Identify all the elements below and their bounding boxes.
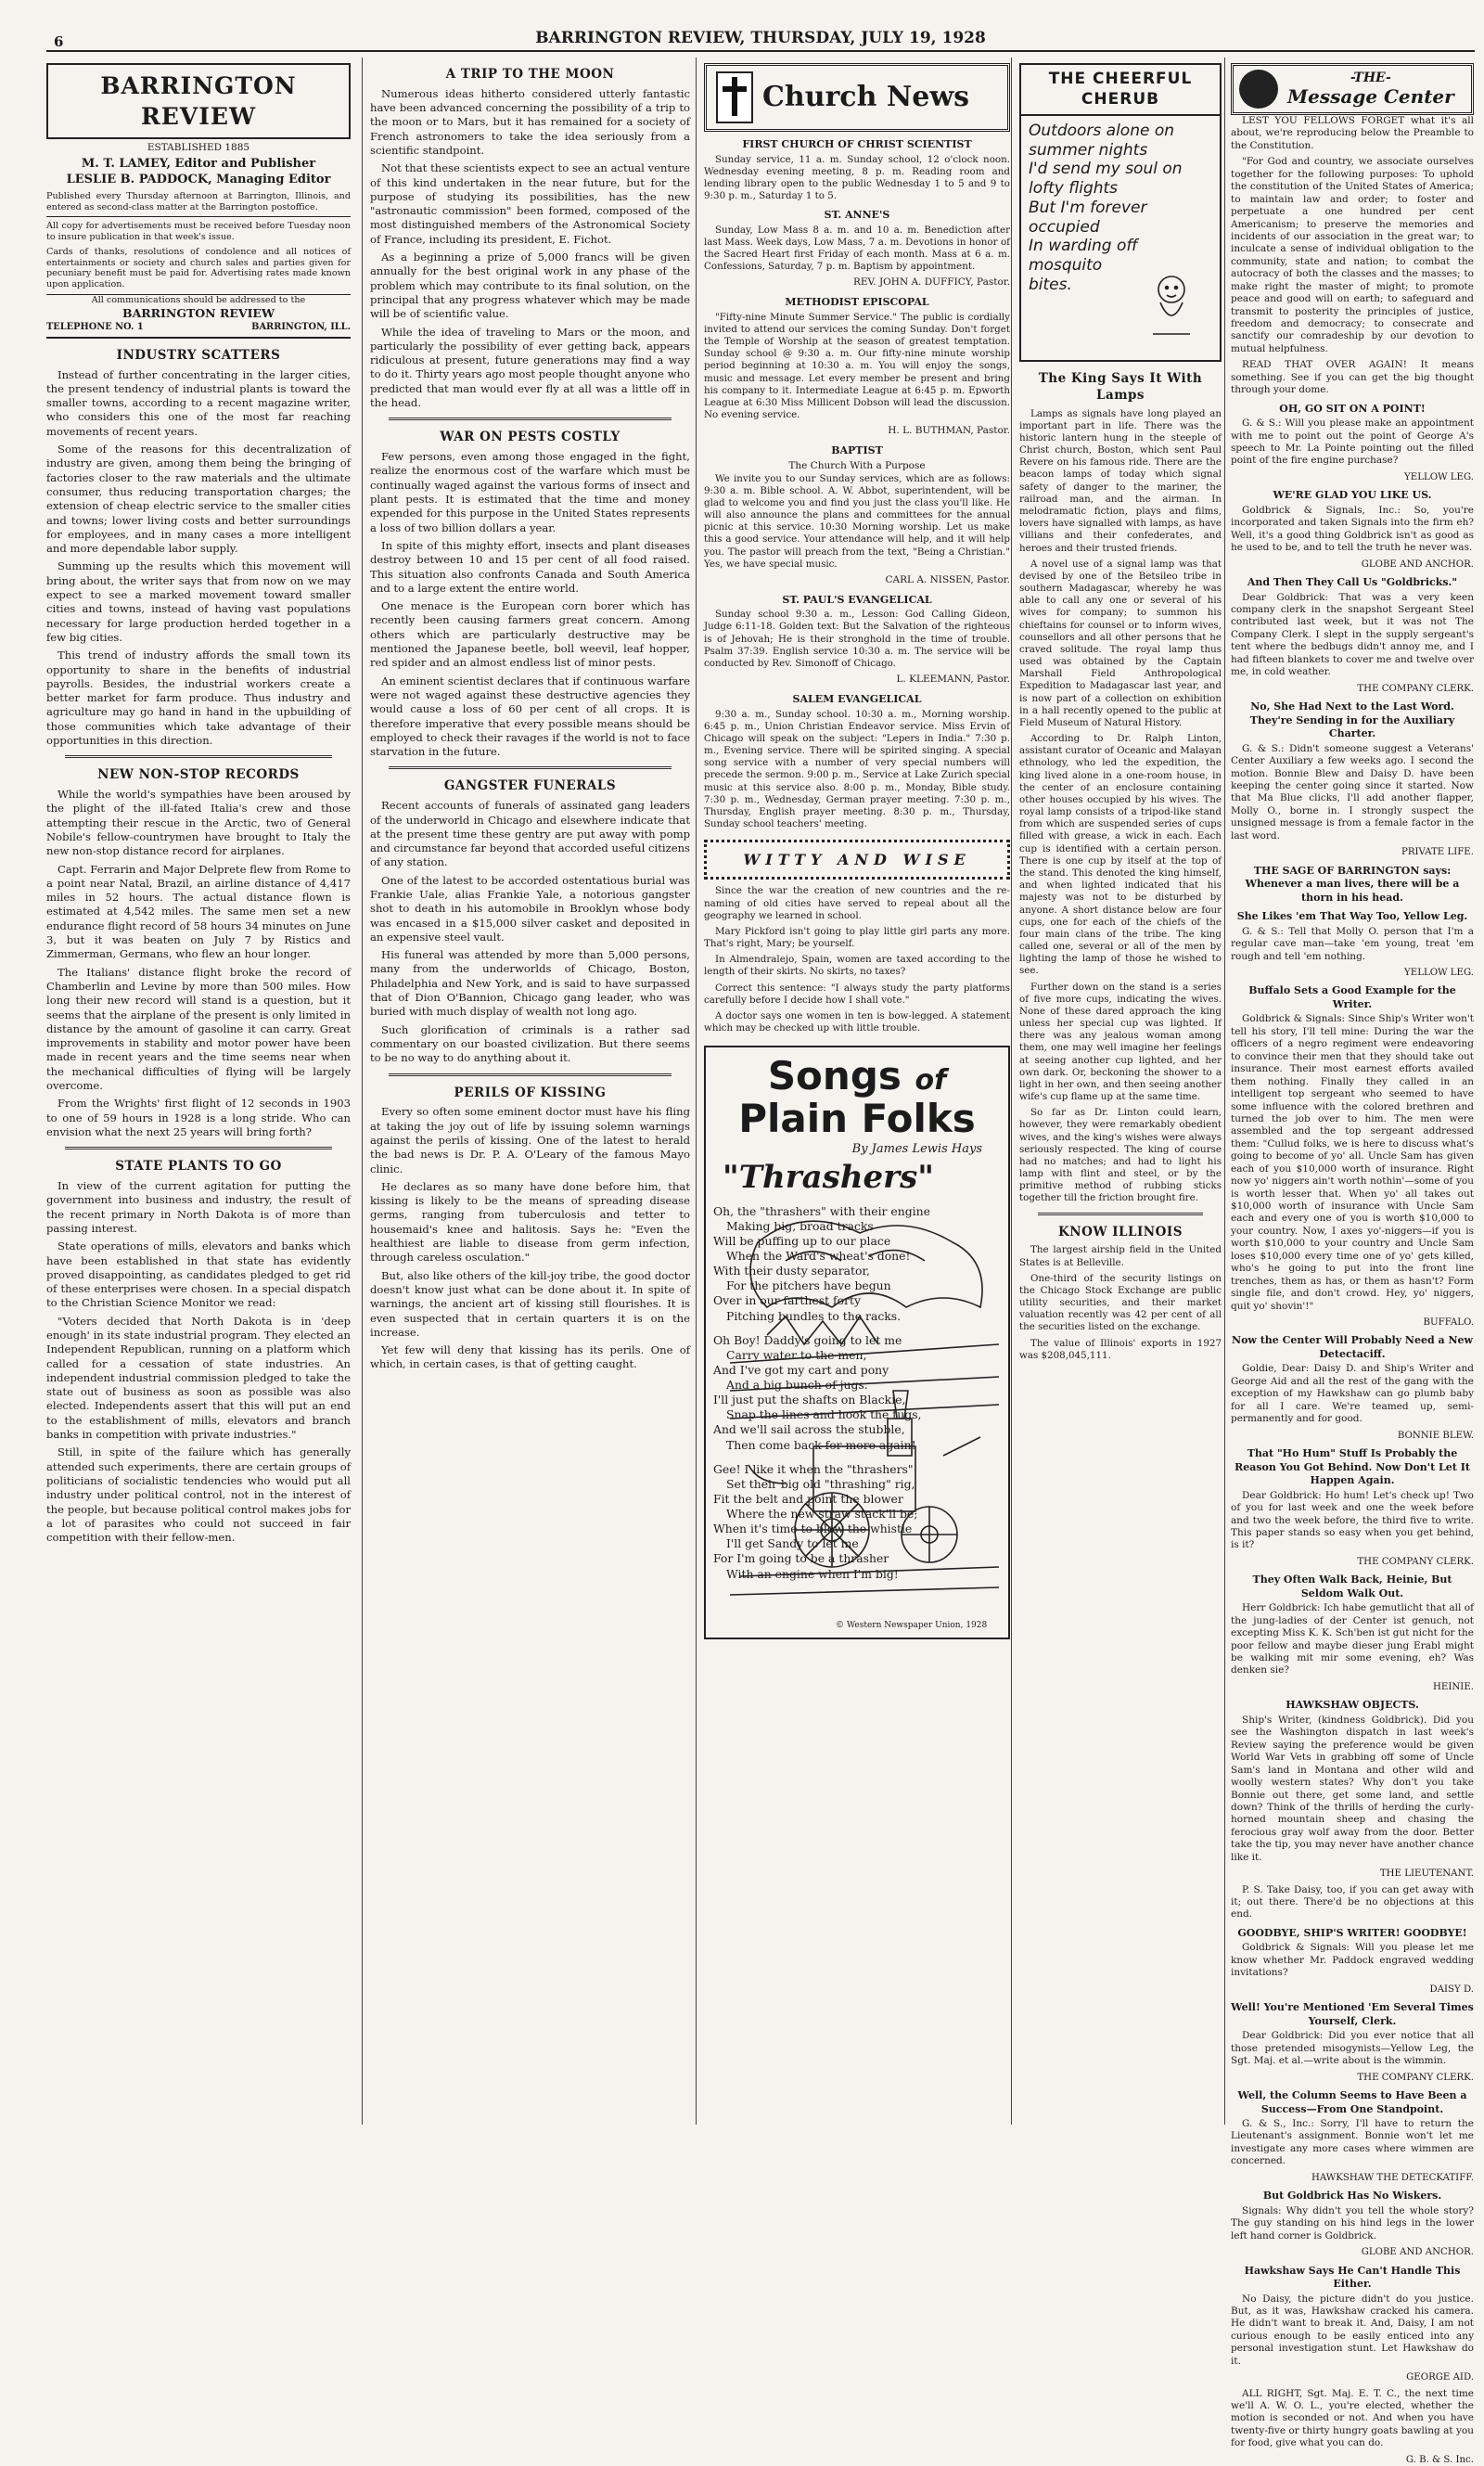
message-heading: And Then They Call Us "Goldbricks."	[1247, 576, 1458, 589]
verse-line: I'd send my soul on	[1029, 160, 1183, 179]
paragraph: His funeral was attended by more than 5,000 persons, many from the underworlds of Chicago, Boston, Philadelphia and New York, and is said to have surpassed that of Dion O'Bannion, Chicago gang leader, who was buried with much display of wealth not long ago.	[370, 948, 690, 1019]
copyright-line: © Western Newspaper Union, 1928	[836, 1621, 988, 1631]
message-center-title: Message Center	[1287, 84, 1454, 108]
message-center-banner	[1231, 63, 1474, 115]
article-gangster	[370, 799, 690, 1065]
pastor-line: H. L. BUTHMAN, Pastor.	[888, 425, 1010, 437]
songs-of-plain-folks	[704, 1046, 1010, 1639]
paragraph: So far as Dr. Linton could learn, however, they were remarkably obedient wives, and the king's wishes were always seriously respected. The king of course had no matches; and had to light his lamp with flint and steel, or by the primitive method of rubbing sticks together till the friction brought fire.	[1019, 1107, 1222, 1204]
newspaper-page	[46, 26, 1475, 2465]
paragraph: The value of Illinois' exports in 1927 was $208,045,111.	[1019, 1337, 1222, 1361]
message-text: G. & S.: Didn't someone suggest a Veterans' Center Auxiliary a few weeks ago. I second the motion. Bonnie Blew and Daisy D. have been keeping the center going since it started. Now that Ma Blue clicks, I'll add another flapper, Molly O., borne in. I strongly suspect the unsigned message is from a female factor in the last word.	[1231, 742, 1474, 841]
poem-line: Making big, broad tracks	[726, 1218, 874, 1233]
badge-icon	[1239, 70, 1278, 109]
poem-line: For I'm going to be a thrasher	[713, 1551, 889, 1566]
message-heading: GOODBYE, SHIP'S WRITER! GOODBYE!	[1237, 1926, 1467, 1939]
message-heading: That "Ho Hum" Stuff Is Probably the Reason You Got Behind. Now Don't Let It Happen Again.	[1235, 1447, 1470, 1487]
paragraph: As a beginning a prize of 5,000 francs will be given annually for the best original work in any phase of the problem which may contribute to its final solution, on the principal that any progress whatever which may be made will be of scientific value.	[370, 250, 690, 321]
message-signature: YELLOW LEG.	[1404, 967, 1474, 978]
paragraph: Still, in spite of the failure which has generally attended such experiments, there are certain groups of politicians of socialistic tendencies who would put all industry under political control, not in the interest of the people, but because political control makes jobs for a lot of parasites who could not succeed in fair competition with their fellow-men.	[46, 1445, 351, 1545]
message-text: G. & S.: Tell that Molly O. person that I'm a regular cave man—take 'em young, treat 'em rough and tell 'em nothing.	[1231, 925, 1474, 962]
poem-line: Fit the belt and point the blower	[713, 1491, 903, 1506]
paragraph: In spite of this mighty effort, insects and plant diseases destroy between 10 and 15 per cent of all food raised. This situation also confronts Canada and South America and to a large extent the entire world.	[370, 538, 690, 595]
poem-line: Set their big old "thrashing" rig,	[726, 1476, 915, 1491]
paragraph: From the Wrights' first flight of 12 seconds in 1903 to one of 59 hours in 1928 is a long stride. Who can envision what the next 25 years will bring forth?	[46, 1097, 351, 1138]
church-text: Sunday school 9:30 a. m., Lesson: God Calling Gideon, Judge 6:11-18. Golden text: But the Salvation of the righteous is of Jehovah; He is their stronghold in the time of trouble. Psalm 37:39. English service 10:30 a. m. The service will be conducted by Rev. Simonoff of Chicago.	[704, 609, 1010, 669]
pastor-line: REV. JOHN A. DUFFICY, Pastor.	[852, 276, 1010, 289]
poem-line: And we'll sail across the stubble,	[713, 1422, 905, 1437]
article-pests	[370, 450, 690, 759]
paragraph: A doctor says one women in ten is bow-legged. A statement which may be checked up with little trouble.	[704, 1009, 1010, 1034]
message-heading: Buffalo Sets a Good Example for the Writer.	[1248, 984, 1456, 1010]
paragraph: But, also like others of the kill-joy tribe, the good doctor doesn't know just what can be done about it. In spite of warnings, the ancient art of kissing still flourishes. It is even suspected that in certain quarters it is on the increase.	[370, 1268, 690, 1339]
verse-line: lofty flights	[1029, 179, 1119, 199]
church-text: Sunday, Low Mass 8 a. m. and 10 a. m. Benediction after last Mass. Week days, Low Mass, 7 a. m. Devotions in honor of the Sacred Heart first Friday of each month. Mass at 6 a. m. Confessions, Saturday, 7 p. m. Baptism by appointment.	[704, 224, 1010, 273]
headline-moon: A TRIP TO THE MOON	[445, 67, 615, 82]
paragraph: He declares as so many have done before him, that kissing is likely to be the means of spreading disease germs, ranging from tuberculosis and tetter to housemaid's knee and halitosis. Says he: "Even the healthiest are liable to disease from germ infection, through careless osculation."	[370, 1179, 690, 1265]
message-signature: DAISY D.	[1429, 1984, 1474, 1995]
message-text: Goldbrick & Signals, Inc.: So, you're incorporated and taken Signals into the firm eh? Well, it's a good thing Goldbrick isn't as good as he used to be, and to tell the truth he never was.	[1231, 504, 1474, 554]
column-2	[362, 58, 697, 2125]
headline-records: NEW NON-STOP RECORDS	[97, 767, 300, 783]
headline-kissing: PERILS OF KISSING	[454, 1085, 607, 1100]
message-heading: She Likes 'em That Way Too, Yellow Leg.	[1236, 910, 1468, 923]
paragraph: "Voters decided that North Dakota is in 'deep enough' in its state industrial program. They elected an Independent Republican, running on a platform which called for a cessation of state industries. An independent industrial commission pledged to take the state out of business as soon as possible was also elected. Independents assert that this will put an end to the establishment of mills, elevators and branch banks in competition with private industries."	[46, 1314, 351, 1442]
poem-line: When the Ward's wheat's done!	[726, 1249, 911, 1264]
dateline: BARRINGTON REVIEW, THURSDAY, JULY 19, 1928	[46, 26, 1475, 52]
message-heading: WE'RE GLAD YOU LIKE US.	[1273, 489, 1432, 502]
paragraph: Every so often some eminent doctor must have his fling at taking the joy out of life by issuing solemn warnings against the perils of kissing. One of the latest to herald the bad news is Dr. P. A. O'Leary of the famous Mayo clinic.	[370, 1105, 690, 1175]
paragraph: Capt. Ferrarin and Major Delprete flew from Rome to a point near Natal, Brazil, an airline distance of 4,417 miles in 52 hours. The actual distance flown is estimated at 4,542 miles. The same men set a new endurance flight record of 58 hours 34 minutes on June 3, but it was beaten on July 7 by Ristics and Zimmerman, Germans, who flew an hour longer.	[46, 862, 351, 961]
message-signature: G. B. & S. Inc.	[1405, 2454, 1474, 2465]
article-kissing	[370, 1105, 690, 1371]
witty-and-wise-banner: WITTY AND WISE	[704, 840, 1010, 880]
cherub-title: THE CHEERFUL CHERUB	[1021, 65, 1220, 116]
message-text: ALL RIGHT, Sgt. Maj. E. T. C., the next time we'll A. W. O. L., you're elected, whether the motion is seconded or not. And when you have twenty-five or thirty hungry goats bawling at you for food, give what you can do.	[1231, 2387, 1474, 2449]
poem-line: Over in our farthest forty	[713, 1293, 861, 1308]
publication-notice: Published every Thursday afternoon at Barrington, Illinois, and entered as second-class matter at the Barrington postoffice.	[46, 191, 351, 212]
poem-line: Will be puffing up to our place	[713, 1233, 891, 1248]
message-signature: YELLOW LEG.	[1404, 471, 1474, 482]
church-name: ST. PAUL'S EVANGELICAL	[782, 593, 932, 606]
column-5	[1224, 58, 1479, 2465]
threshing-engine-illustration	[730, 1205, 999, 1604]
church-text: Sunday service, 11 a. m. Sunday school, 12 o'clock noon. Wednesday evening meeting, 8 p. m. Reading room and lending library open to the public Wednesday 1 to 5 and 9 to 9:30 p. m., Saturday 1 to 5.	[704, 153, 1010, 202]
message-heading: Well! You're Mentioned 'Em Several Times Yourself, Clerk.	[1231, 2001, 1474, 2027]
church-news-banner	[704, 63, 1010, 132]
church-name: METHODIST EPISCOPAL	[785, 296, 929, 309]
poem-line: Gee! I like it when the "thrashers"	[713, 1461, 914, 1476]
paragraph: Yet few will deny that kissing has its perils. One of which, in certain cases, is that of getting caught.	[370, 1343, 690, 1371]
headline-industry: INDUSTRY SCATTERS	[116, 347, 281, 363]
paragraph: Some of the reasons for this decentralization of industry are given, among them being the bringing of factories closer to the raw materials and the ultimate consumer, thus reducing transportation charges; the extension of cheap electric service to the smaller cities and towns; lower living costs and better surroundings for employees, and in many cases a more intelligent and more dependable labor supply.	[46, 443, 351, 556]
paragraph: Not that these scientists expect to see an actual venture of this kind undertaken in the near future, but for the purpose of studying its possibilities, has the new "astronautic commission" been formed, composed of the most distinguished members of the Astronomical Society of France, including its president, E. Fichot.	[370, 161, 690, 246]
church-name: BAPTIST	[831, 444, 883, 457]
message-heading: Now the Center Will Probably Need a New Detectaciff.	[1232, 1334, 1473, 1360]
cross-icon	[716, 71, 753, 123]
poem-line: When it's time to blow the whistle	[713, 1522, 913, 1536]
paragraph: While the idea of traveling to Mars or the moon, and particularly the possibility of ever getting back, appears ridiculous at present, future generations may find a way to do it. Thirty years ago most people thought anyone who predicted that man would ever fly at all was a little off in the head.	[370, 325, 690, 410]
message-heading: THE SAGE OF BARRINGTON says: Whenever a man lives, there will be a thorn in his head.	[1245, 864, 1460, 904]
message-signature: PRIVATE LIFE.	[1401, 847, 1474, 858]
message-text: Signals: Why didn't you tell the whole story? The guy standing on his hind legs in the lower left hand corner is Goldbrick.	[1231, 2204, 1474, 2241]
paragraph: Further down on the stand is a series of five more cups, indicating the wives. None of these dared approach the king unless her special cup was lighted. If there was any jealous woman among them, one may well imagine her feelings at seeing another cup lighted, and her own dark. Or, beckoning the shower to a light in her own, and then seeing another wife's cup flame up at the same time.	[1019, 981, 1222, 1103]
paragraph: A novel use of a signal lamp was that devised by one of the Betsileo tribe in southern Madagascar, whereby he was able to call any one or several of his wives for company; to summon his chieftains for counsel or to inform wives, counsellors and all other persons that he craved solitude. The royal lamp thus used was obtained by the Captain Marshall Field Anthropological Expedition to Madagascar last year, and is now part of a collection on exhibition in a hall recently opened to the public at Field Museum of Natural History.	[1019, 558, 1222, 728]
message-text: P. S. Take Daisy, too, if you can get away with it; out there. There'd be no objections at this end.	[1231, 1883, 1474, 1920]
article-know-illinois	[1019, 1244, 1222, 1362]
paragraph: Numerous ideas hitherto considered utterly fantastic have been advanced concerning the possibility of a trip to the moon or to Mars, but it has remained for a society of French astronomers to take the idea seriously from a scientific standpoint.	[370, 86, 690, 157]
poem-line: With an engine when I'm big!	[726, 1566, 899, 1581]
column-3	[696, 58, 1017, 2125]
poem-line: I'll get Sandy to let me	[726, 1536, 859, 1551]
message-signature: GEORGE AID.	[1406, 2372, 1474, 2383]
copy-notice: All copy for advertisements must be received before Tuesday noon to insure publication in that week's issue.	[46, 221, 351, 243]
poem-line: With their dusty separator,	[713, 1264, 870, 1278]
church-name: FIRST CHURCH OF CHRIST SCIENTIST	[742, 138, 972, 150]
verse-line: In warding off	[1029, 237, 1138, 256]
article-records	[46, 788, 351, 1139]
verse-line: Outdoors alone on	[1029, 121, 1175, 140]
message-heading: HAWKSHAW OBJECTS.	[1286, 1699, 1419, 1712]
church-text: 9:30 a. m., Sunday school. 10:30 a. m., Morning worship. 6:45 p. m., Union Christian Endeavor service. Miss Ervin of Chicago will speak on the subject: "Lepers in India." 7:30 p. m., Evening service. There will be spirited singing. A special song service with a number of very special numbers will precede the sermon. 9:00 p. m., Service at Lake Zurich special music at this service also. 8:00 p. m., Monday, Bible study. 7:30 p. m., Wednesday, German prayer meeting. 7:30 p. m., Thursday, English prayer meeting. 8:30 p. m., Thursday, Sunday school teachers' meeting.	[704, 708, 1010, 830]
column-4	[1011, 58, 1229, 2125]
message-heading: Hawkshaw Says He Can't Handle This Either.	[1244, 2264, 1461, 2291]
paragraph: While the world's sympathies have been aroused by the plight of the ill-fated Italia's crew and those attempting their rescue in the Arctic, two of General Nobile's fellow-countrymen have brought to Italy the new non-stop distance record for airplanes.	[46, 788, 351, 858]
paragraph: Summing up the results which this movement will bring about, the writer says that from now on we may expect to see a marked movement toward smaller cities and towns, instead of having vast populations necessary for large production herded together in a few big cities.	[46, 559, 351, 644]
column-1	[46, 58, 358, 2125]
article-industry	[46, 368, 351, 749]
pastor-line: L. KLEEMANN, Pastor.	[896, 674, 1010, 686]
cheerful-cherub	[1019, 63, 1222, 362]
cherub-illustration	[1144, 273, 1199, 338]
message-text: Dear Goldbrick: Ho hum! Let's check up! Two of you for last week and one the week before and two the week before, the third five to write. This paper stands so easy when you get behind, is it?	[1231, 1489, 1474, 1551]
songs-title: Songs of Plain Folks	[738, 1053, 976, 1142]
paragraph: State operations of mills, elevators and banks which have been established in that state has evidently proved disappointing, as candidates pledged to get rid of these enterprises were chosen. In a special dispatch to the Christian Science Monitor we read:	[46, 1239, 351, 1310]
paragraph: Lamps as signals have long played an important part in life. There was the historic lantern hung in the steeple of Christ church, Boston, which sent Paul Revere on his famous ride. There are the beacon lamps of today which signal safety of danger to the mariner, the railroad man, and the airman. In melodramatic fiction, plays and films, lovers have signalled with lamps, as have villians and their confederates, and heroes and their trusted friends.	[1019, 407, 1222, 554]
page-number: 6	[54, 33, 64, 50]
verse-line: summer nights	[1029, 140, 1148, 160]
church-subtitle: The Church With a Purpose	[788, 459, 926, 471]
paragraph: An eminent scientist declares that if continuous warfare were not waged against these destructive agencies they would cause a loss of 60 per cent of all crops. It is therefore imperative that every possible means should be employed to check their ravages if the world is not to face starvation in the future.	[370, 674, 690, 759]
poem-line: Pitching bundles to the racks.	[726, 1308, 902, 1323]
verse-line: bites.	[1029, 275, 1072, 294]
address-name: BARRINGTON REVIEW	[122, 306, 275, 321]
city: BARRINGTON, ILL.	[251, 321, 351, 332]
poem-line: I'll just put the shafts on Blackie,	[713, 1393, 906, 1407]
message-signature: GLOBE AND ANCHOR.	[1361, 2247, 1474, 2258]
message-text: "For God and country, we associate ourselves together for the following purposes: To uphold the constitution of the United States of America; to maintain law and order; to foster and perpetuate a one hundred per cent Americanism; to preserve the memories and incidents of our association in the great war; to inculcate a sense of individual obligation to the community, state and nation; to combat the autocracy of both the classes and the masses; to make right the master of might; to promote peace and good will on earth; to safeguard and transmit to posterity the principles of justice, freedom and democracy; to consecrate and sanctify our comradeship by our devotion to mutual helpfulness.	[1231, 156, 1474, 354]
paragraph: Correct this sentence: "I always study the party platforms carefully before I decide how I shall vote."	[704, 982, 1010, 1006]
paragraph: Recent accounts of funerals of assinated gang leaders of the underworld in Chicago and elsewhere indicate that at the present time these gentry are put away with pomp and circumstance far beyond that accorded useful citizens of any station.	[370, 799, 690, 869]
church-text: "Fifty-nine Minute Summer Service." The public is cordially invited to attend our services the coming Sunday. Don't forget the Temple of Worship at the season of greatest temptation. Sunday school @ 9:30 a. m. Our fifty-nine minute worship period beginning at 10:30 a. m. You will enjoy the songs, music and message. Let every member be present and bring his company to it. Intermediate League at 6:45 p. m. Epworth League at 6:30 Miss Millicent Dobson will lead the discussion. No evening service.	[704, 311, 1010, 421]
message-text: G. & S., Inc.: Sorry, I'll have to return the Lieutenant's assignment. Bonnie won't let me investigate any more cases where wimmen are concerned.	[1231, 2118, 1474, 2167]
paragraph: According to Dr. Ralph Linton, assistant curator of Oceanic and Malayan ethnology, who led the expedition, the king lived alone in a one-room house, in the center of an enclosure containing other houses occupied by his wives. The royal lamp consists of a tripod-like stand from which are suspended series of cups filled with grease, a wick in each. Each cup is identified with a certain person. There is one cup by itself at the top of the stand. This denoted the king himself, and when lighted indicated that his majesty was not to be disturbed by anyone. A short distance below are four cups, one for each of the chiefs of the four main clans of the tribe. The king called one, several or all of the men by lighting the lamp of those he wished to see.	[1019, 733, 1222, 977]
message-text: No Daisy, the picture didn't do you justice. But, as it was, Hawkshaw cracked his camera. He didn't want to break it. And, Daisy, I am not curious enough to be easily enticed into any personal investigation stunt. Let Hawkshaw do it.	[1231, 2293, 1474, 2367]
message-signature: HAWKSHAW THE DETECKATIFF.	[1311, 2172, 1474, 2183]
message-signature: HEINIE.	[1433, 1681, 1474, 1692]
message-signature: GLOBE AND ANCHOR.	[1361, 559, 1474, 570]
headline-gangster: GANGSTER FUNERALS	[443, 778, 617, 794]
nameplate: BARRINGTON REVIEW	[46, 63, 351, 139]
verse-line: But I'm forever	[1029, 198, 1147, 217]
headline-know-illinois: KNOW ILLINOIS	[1058, 1224, 1183, 1239]
cards-notice: Cards of thanks, resolutions of condolence and all notices of entertainments or society and church sales and parties given for pecuniary benefit must be paid for. Advertising rates made known upon application.	[46, 246, 351, 289]
church-name: SALEM EVANGELICAL	[792, 693, 922, 706]
message-text: Dear Goldbrick: That was a very keen company clerk in the snapshot Sergeant Steel contributed last week, but it was not The Company Clerk. I slept in the supply sergeant's tent where the bedbugs didn't annoy me, and I had fifteen blankets to cover me and twelve over me, in cold weather.	[1231, 591, 1474, 678]
headline-pests: WAR ON PESTS COSTLY	[440, 430, 620, 445]
message-text: READ THAT OVER AGAIN! It means something. See if you can get the big thought through your dome.	[1231, 359, 1474, 396]
address-to: All communications should be addressed to the	[91, 294, 306, 305]
message-heading: But Goldbrick Has No Wiskers.	[1262, 2190, 1442, 2203]
message-text: Dear Goldbrick: Did you ever notice that all those pretended misogynists—Yellow Leg, the Sgt. Maj. et al.—write about is the wimmin.	[1231, 2030, 1474, 2067]
message-center-items	[1231, 115, 1474, 2466]
paragraph: Mary Pickford isn't going to play little girl parts any more. That's right, Mary; be yourself.	[704, 925, 1010, 950]
article-moon	[370, 87, 690, 411]
message-text: Goldbrick & Signals: Will you please let me know whether Mr. Paddock engraved wedding invitations?	[1231, 1942, 1474, 1979]
editor-line: M. T. LAMEY, Editor and Publisher	[81, 156, 316, 171]
message-signature: THE LIEUTENANT.	[1379, 1869, 1474, 1880]
poem-line: Oh, the "thrashers" with their engine	[713, 1203, 930, 1218]
paragraph: One-third of the security listings on the Chicago Stock Exchange are public utility securities, and their market valuation recently was 42 per cent of all the securities listed on the exchange.	[1019, 1272, 1222, 1333]
message-text: Goldbrick & Signals: Since Ship's Writer won't tell his story, I'll tell mine: During the war the officers of a negro regiment were endeavoring to convince their men that they should take out insurance. Their most earnest efforts availed them nothing. Finally they called in an intelligent top sergeant who seemed to have some influence with the colored brethren and turned the job over to him. The men were assembled and the top sergeant addressed them: "Cullud folks, we is here to discuss what's going to become of yo' all. Uncle Sam has given each of you $10,000 worth of insurance. Right now yo' niggers ain't worth nothin'—some of you is worth lesser that. When yo' all takes out $10,000 worth of insurance with Uncle Sam each and every one of you is worth $10,000 to your country. Now, I axes yo'-niggers—if you is worth $10,000 to your country and Uncle Sam loses $10,000 every time one of yo' gets killed, who's he going to put into the front line trenches, them as has, or them as hasn't? Form single file, and don't crowd. Hey, yo' niggers, quit yo' shovin'!"	[1231, 1013, 1474, 1312]
message-signature: THE COMPANY CLERK.	[1357, 1556, 1474, 1567]
paragraph: In view of the current agitation for putting the government into business and industry, the result of the recent primary in North Dakota is of more than passing interest.	[46, 1179, 351, 1235]
telephone: TELEPHONE NO. 1	[46, 321, 144, 332]
message-signature: BUFFALO.	[1423, 1316, 1474, 1328]
message-text: Ship's Writer, (kindness Goldbrick). Did you see the Washington dispatch in last week's Review saying the preference would be given World War Vets in grabbing off some of Uncle Sam's land in Montana and other wild and woolly western states? Why don't you take Bonnie out there, get some land, and settle down? Think of the thrills of herding the curly-horned mountain sheep and chasing the ferocious gray wolf away from the door. Better take the tip, you may never have another chance like it.	[1231, 1714, 1474, 1863]
article-state-plants	[46, 1179, 351, 1545]
telephone-line	[46, 322, 351, 339]
pastor-line: CARL A. NISSEN, Pastor.	[885, 573, 1010, 585]
songs-subtitle: "Thrashers"	[723, 1158, 934, 1196]
paragraph: Such glorification of criminals is a rather sad commentary on our boasted civilization. But there seems to be no way to do anything about it.	[370, 1022, 690, 1065]
poem-line: For the pitchers have begun	[726, 1278, 891, 1293]
managing-editor-line: LESLIE B. PADDOCK, Managing Editor	[66, 173, 331, 187]
poem-line: Oh Boy! Daddy's going to let me	[713, 1332, 902, 1347]
message-signature: BONNIE BLEW.	[1397, 1430, 1474, 1441]
headline-king-lamps: The King Says It With Lamps	[1038, 371, 1203, 403]
paragraph: Few persons, even among those engaged in the fight, realize the enormous cost of the warfare which must be continually waged against the various forms of insect and plant pests. It is estimated that the time and money expended for this purpose in the United States represents a loss of two billion dollars a year.	[370, 450, 690, 534]
paragraph: Since the war the creation of new countries and the re-naming of old cities have served to repeal about all the geography we learned in school.	[704, 885, 1010, 921]
poem-line: Where the new straw stack'll be;	[726, 1507, 918, 1522]
poem-line: And I've got my cart and pony	[713, 1362, 889, 1377]
established-line: ESTABLISHED 1885	[147, 142, 250, 153]
message-text: LEST YOU FELLOWS FORGET what it's all about, we're reproducing below the Preamble to the Constitution.	[1231, 115, 1474, 151]
church-news-title: Church News	[762, 81, 970, 114]
paragraph: The largest airship field in the United States is at Belleville.	[1019, 1244, 1222, 1268]
article-king-lamps	[1019, 408, 1222, 1205]
verse-line: occupied	[1029, 217, 1100, 237]
paragraph: One of the latest to be accorded ostentatious burial was Frankie Uale, alias Frankie Yale, a notorious gangster shot to death in his automobile in Brooklyn whose body was encased in a $15,000 silver casket and deposited in an expensive steel vault.	[370, 873, 690, 944]
message-center-the: -THE-	[1350, 71, 1391, 86]
poem-line: And a big bunch of jugs.	[726, 1378, 868, 1393]
paragraph: This trend of industry affords the small town its opportunity to share in the benefits of industrial payrolls. Besides, the industrial workers create a better market for farm produce. Thus industry and agriculture may go hand in hand in the upbuilding of those communities which take advantage of their opportunities in this direction.	[46, 649, 351, 747]
paragraph: In Almendralejo, Spain, women are taxed according to the length of their skirts. No skirts, no taxes?	[704, 954, 1010, 978]
witty-items	[704, 885, 1010, 1034]
message-text: Herr Goldbrick: Ich habe gemutlicht that all of the jung-ladies of der Center ist genuch, not excepting Miss K. K. Sch'ben ist gut nicht for the poor fellow and maybe dieser jung Erabl might be walking mit mir some evening, eh? Was denken sie?	[1231, 1602, 1474, 1676]
message-signature: THE COMPANY CLERK.	[1357, 2072, 1474, 2083]
message-text: G. & S.: Will you please make an appointment with me to point out the point of George A's speech to Mr. La Pointe pointing out the filled point of the fire engine purchase?	[1231, 417, 1474, 467]
paragraph: One menace is the European corn borer which has recently been causing farmers great concern. Among others which are particularly destructive may be mentioned the Japanese beetle, boll weevil, leaf hopper, red spider and an almost endless list of minor pests.	[370, 599, 690, 670]
poem-line: Then come back for more again!	[726, 1437, 916, 1452]
message-text: Goldie, Dear: Daisy D. and Ship's Writer and George Aid and all the rest of the gang with the exception of my Hawkshaw can go plumb baby for all I care. We're teamed up, semi-permanently and for good.	[1231, 1363, 1474, 1425]
message-heading: OH, GO SIT ON A POINT!	[1279, 402, 1426, 415]
poem-line: Snap the lines and hook the tugs,	[726, 1407, 922, 1422]
church-name: ST. ANNE'S	[824, 209, 890, 222]
message-heading: Well, the Column Seems to Have Been a Success—From One Standpoint.	[1237, 2088, 1467, 2115]
message-heading: No, She Had Next to the Last Word. They're Sending in for the Auxiliary Charter.	[1249, 700, 1455, 740]
message-heading: They Often Walk Back, Heinie, But Seldom Walk Out.	[1252, 1573, 1452, 1599]
songs-byline: By James Lewis Hays	[851, 1141, 982, 1156]
poem-line: Carry water to the men,	[726, 1347, 867, 1362]
verse-line: mosquito	[1029, 256, 1103, 276]
paragraph: Instead of further concentrating in the larger cities, the present tendency of industrial plants is toward the smaller towns, according to a recent magazine writer, who considers this one of the most far reaching movements of recent years.	[46, 367, 351, 438]
message-signature: THE COMPANY CLERK.	[1357, 683, 1474, 694]
paragraph: The Italians' distance flight broke the record of Chamberlin and Levine by more than 500 miles. How long their new record will stand is a question, but it seems that the airplane of the present is only limited in distance by the amount of gasoline it can carry. Great improvements in stability and motor power have been made in recent years and the time seems near when the mechanical difficulties of flying will be largely overcome.	[46, 965, 351, 1093]
headline-state-plants: STATE PLANTS TO GO	[115, 1159, 282, 1175]
church-text: We invite you to our Sunday services, which are as follows: 9:30 a. m. Bible school. A. W. Abbot, superintendent, will be glad to welcome you and find you just the class you'll like. He will also announce the plans and committees for the annual picnic at this service. 10:30 Morning worship. Let us make this a good service. Your attendance will help, and it will help you. The pastor will preach from the text, "Being a Christian." Yes, we have special music.	[704, 472, 1010, 570]
